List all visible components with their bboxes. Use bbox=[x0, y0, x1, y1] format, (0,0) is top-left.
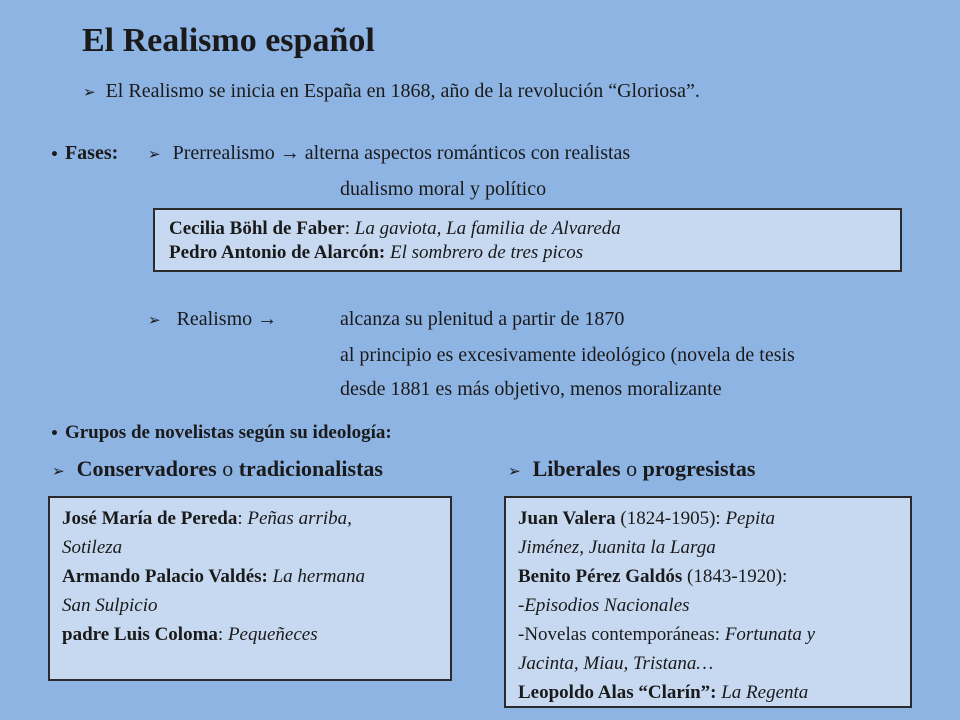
works-title: La hermana bbox=[272, 566, 365, 587]
author-name: José María de Pereda bbox=[62, 508, 238, 529]
box-line bbox=[518, 620, 898, 649]
author-name: Juan Valera bbox=[518, 508, 616, 529]
works-title: Fortunata y bbox=[724, 624, 816, 645]
box-line bbox=[518, 591, 898, 620]
heading-bold: tradicionalistas bbox=[238, 456, 383, 481]
liberales-heading bbox=[508, 456, 755, 482]
prerrealismo-name: Prerrealismo bbox=[172, 142, 275, 164]
liberales-box bbox=[504, 496, 912, 708]
box-line bbox=[62, 504, 438, 533]
heading-bold: Conservadores bbox=[76, 456, 217, 481]
box-line bbox=[518, 562, 898, 591]
right-arrow-connector: → bbox=[279, 142, 300, 164]
line-text: - bbox=[518, 595, 525, 616]
box-line bbox=[62, 591, 438, 620]
arrow-bullet-icon: ➢ bbox=[148, 145, 161, 163]
grupos-label: Grupos de novelistas según su ideología: bbox=[64, 422, 392, 443]
fases-label: Fases: bbox=[64, 142, 119, 164]
line-text: : bbox=[237, 508, 248, 529]
box-line bbox=[62, 533, 438, 562]
conservadores-heading bbox=[52, 456, 383, 482]
box-line bbox=[518, 649, 898, 678]
works-title: Episodios Nacionales bbox=[524, 595, 690, 616]
grupos-heading bbox=[50, 422, 392, 444]
author-line bbox=[169, 217, 886, 241]
author-line bbox=[169, 241, 886, 265]
works-title: Pequeñeces bbox=[227, 624, 318, 645]
page-title: El Realismo español bbox=[82, 22, 375, 59]
works-title: San Sulpicio bbox=[62, 595, 158, 616]
heading-connector: o bbox=[620, 456, 643, 481]
realismo-desc-1: alcanza su plenitud a partir de 1870 bbox=[340, 308, 625, 330]
box-line bbox=[518, 533, 898, 562]
box-line bbox=[518, 678, 898, 707]
box-line bbox=[518, 504, 898, 533]
works-title: El sombrero de tres picos bbox=[389, 242, 584, 263]
bullet-icon: • bbox=[50, 147, 59, 163]
realismo-desc-3: desde 1881 es más objetivo, menos moralizante bbox=[340, 378, 722, 400]
author-name: Pedro Antonio de Alarcón: bbox=[169, 242, 386, 263]
fases-heading bbox=[50, 142, 118, 165]
arrow-bullet-icon: ➢ bbox=[148, 311, 161, 329]
line-text: (1824-1905): bbox=[615, 508, 726, 529]
prerrealismo-desc-1: alterna aspectos románticos con realistas bbox=[304, 142, 631, 164]
author-name: Armando Palacio Valdés: bbox=[62, 566, 268, 587]
heading-bold: progresistas bbox=[642, 456, 756, 481]
line-text: -Novelas contemporáneas: bbox=[518, 624, 725, 645]
works-title: Peñas arriba, bbox=[247, 508, 352, 529]
separator: : bbox=[344, 218, 355, 239]
works-title: Jacinta, Miau, Tristana… bbox=[518, 653, 714, 674]
prerrealismo-desc-2: dualismo moral y político bbox=[340, 178, 547, 200]
prerrealismo-line bbox=[148, 142, 630, 165]
works-title: La Regenta bbox=[721, 682, 809, 703]
prerrealismo-authors-box bbox=[153, 208, 902, 272]
works-title: La gaviota, La familia de Alvareda bbox=[354, 218, 621, 239]
conservadores-box bbox=[48, 496, 452, 681]
works-title: Jiménez, Juanita la Larga bbox=[518, 537, 716, 558]
works-title: Sotileza bbox=[62, 537, 123, 558]
bullet-icon: • bbox=[50, 426, 59, 442]
line-text: : bbox=[217, 624, 228, 645]
intro-text: El Realismo se inicia en España en 1868, año de la revolución “Gloriosa”. bbox=[105, 80, 700, 102]
author-name: Benito Pérez Galdós bbox=[518, 566, 683, 587]
author-name: Leopoldo Alas “Clarín”: bbox=[518, 682, 717, 703]
arrow-bullet-icon: ➢ bbox=[83, 83, 96, 101]
right-arrow-connector: → bbox=[257, 308, 278, 330]
arrow-bullet-icon: ➢ bbox=[508, 462, 521, 480]
realismo-desc-2: al principio es excesivamente ideológico (novela de tesis bbox=[340, 344, 795, 366]
heading-connector: o bbox=[216, 456, 239, 481]
works-title: Pepita bbox=[725, 508, 776, 529]
intro-line bbox=[83, 80, 700, 103]
realismo-line bbox=[148, 308, 277, 331]
box-line bbox=[62, 620, 438, 649]
author-name: Cecilia Böhl de Faber bbox=[169, 218, 345, 239]
author-name: padre Luis Coloma bbox=[62, 624, 218, 645]
heading-bold: Liberales bbox=[532, 456, 621, 481]
realismo-name: Realismo bbox=[176, 308, 253, 330]
box-line bbox=[62, 562, 438, 591]
line-text: (1843-1920): bbox=[682, 566, 788, 587]
arrow-bullet-icon: ➢ bbox=[52, 462, 65, 480]
